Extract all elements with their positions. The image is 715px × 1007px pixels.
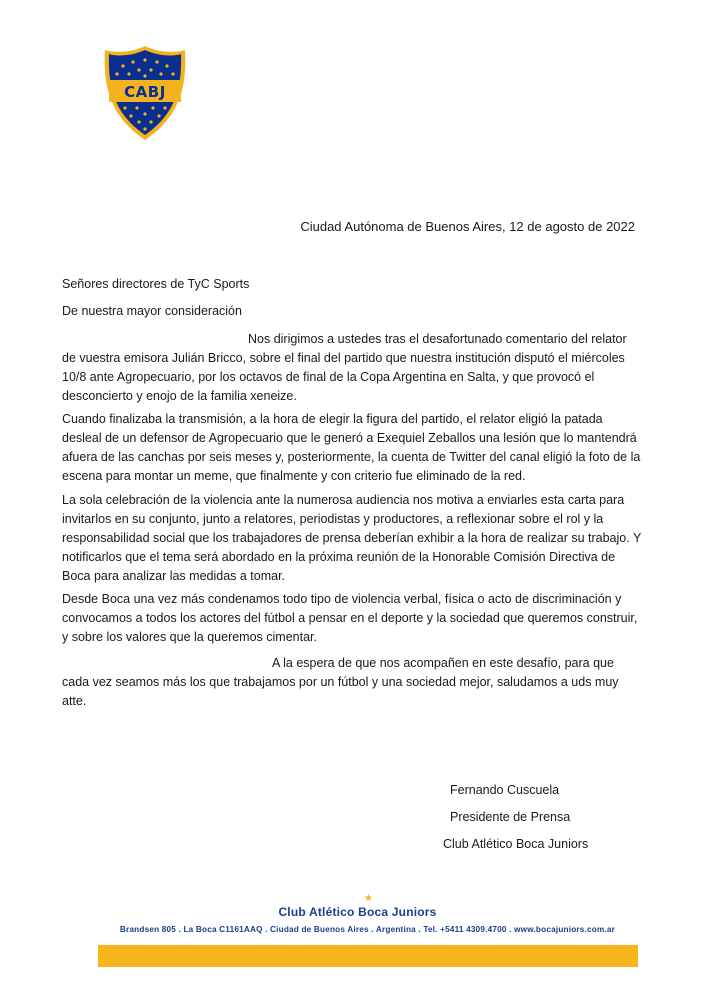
date-line: Ciudad Autónoma de Buenos Aires, 12 de agosto de 2022	[300, 219, 635, 234]
cabj-crest-logo	[103, 44, 187, 142]
recipient-line: Señores directores de TyC Sports	[62, 277, 250, 291]
paragraph-4: Desde Boca una vez más condenamos todo tipo de violencia verbal, física o acto de discriminación y convocamos a todos los actores del fútbol a pensar en el deporte y la sociedad que queremos construir, y sobre los valores que la queremos cimentar.	[62, 592, 638, 644]
paragraph-2: Cuando finalizaba la transmisión, a la hora de elegir la figura del partido, el relator eligió la patada desleal de un defensor de Agropecuario que le generó a Exequiel Zeballos una lesión que lo mantendrá afuera de las canchas por seis meses y, posteriormente, la cuenta de Twitter del canal eligió la foto de la escena para montar un meme, que finalmente y con criterio fue eliminado de la red.	[62, 412, 641, 483]
footer-address: Brandsen 805 . La Boca C1161AAQ . Ciudad de Buenos Aires . Argentina . Tel. +5411 4309.4700 . www.bocajuniors.com.ar	[119, 925, 616, 934]
crest-letters: CABJ	[124, 83, 166, 101]
paragraph-5	[62, 654, 642, 711]
signature-title: Presidente de Prensa	[450, 810, 571, 824]
footer-star-icon: ★	[364, 893, 373, 904]
paragraph-1-text: Nos dirigimos a ustedes tras el desafortunado comentario del relator de vuestra emisora Julián Bricco, sobre el final del partido que nuestra institución disputó el miércoles 10/8 ante Agropecuario, por los octavos de final de la Copa Argentina en Salta, y que provocó el desconcierto y enojo de la familia xeneize.	[62, 332, 627, 403]
paragraph-5-text: A la espera de que nos acompañen en este desafío, para que cada vez seamos más los que trabajamos por un fútbol y una sociedad mejor, saludamos a uds muy atte.	[62, 656, 619, 708]
footer-club-name: Club Atlético Boca Juniors	[278, 905, 437, 919]
signature-organization: Club Atlético Boca Juniors	[443, 837, 589, 851]
signature-name: Fernando Cuscuela	[450, 783, 560, 797]
footer-gold-bar	[98, 945, 638, 967]
paragraph-1	[62, 330, 642, 406]
salutation-line: De nuestra mayor consideración	[62, 304, 242, 318]
paragraph-3: La sola celebración de la violencia ante la numerosa audiencia nos motiva a enviarles esta carta para invitarlos en su conjunto, junto a relatores, periodistas y productores, a reflexionar sobre el rol y la responsabilidad social que los trabajadores de prensa deberían exhibir a la hora de realizar su trabajo. Y notificarlos que el tema será abordado en la próxima reunión de la Honorable Comisión Directiva de Boca para analizar las medidas a tomar.	[62, 493, 642, 583]
